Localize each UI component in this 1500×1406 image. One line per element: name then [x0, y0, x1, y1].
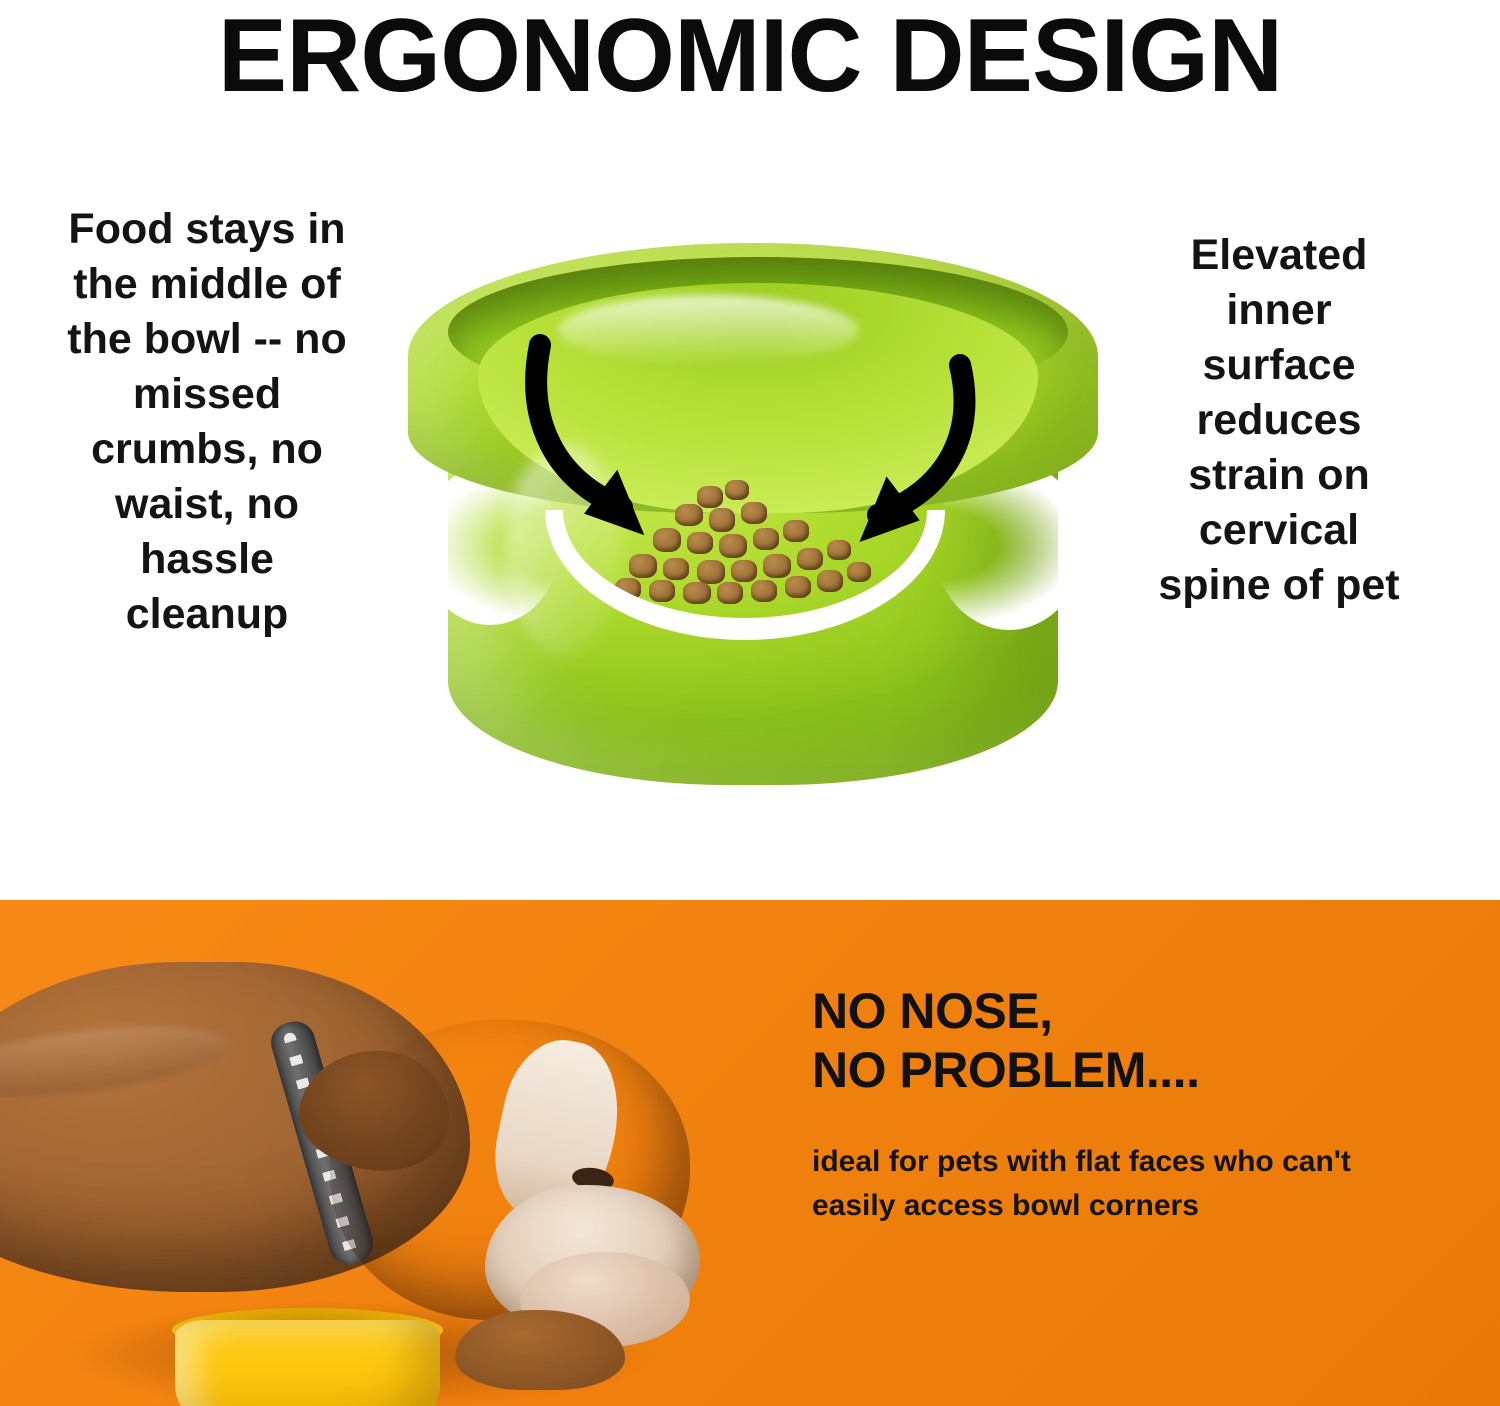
flow-arrows	[400, 235, 1100, 795]
page-title: ERGONOMIC DESIGN	[217, 0, 1283, 114]
yellow-bowl	[175, 1320, 440, 1406]
left-feature-caption: Food stays in the middle of the bowl -- no missed crumbs, no waist, no hassle cleanup	[67, 205, 347, 639]
bulldog-photo	[0, 900, 780, 1406]
bottom-title-line2: NO PROBLEM....	[812, 1042, 1200, 1098]
no-nose-no-problem-panel	[0, 900, 1500, 1406]
bottom-title	[812, 982, 1199, 1100]
right-feature-caption: Elevated inner surface reduces strain on cervical spine of pet	[1158, 231, 1400, 610]
dog-back-fold	[0, 1014, 233, 1110]
green-bowl-illustration	[400, 235, 1100, 795]
bottom-subtitle: ideal for pets with flat faces who can't easily access bowl corners	[812, 1145, 1351, 1222]
bottom-title-line1: NO NOSE,	[812, 983, 1053, 1039]
